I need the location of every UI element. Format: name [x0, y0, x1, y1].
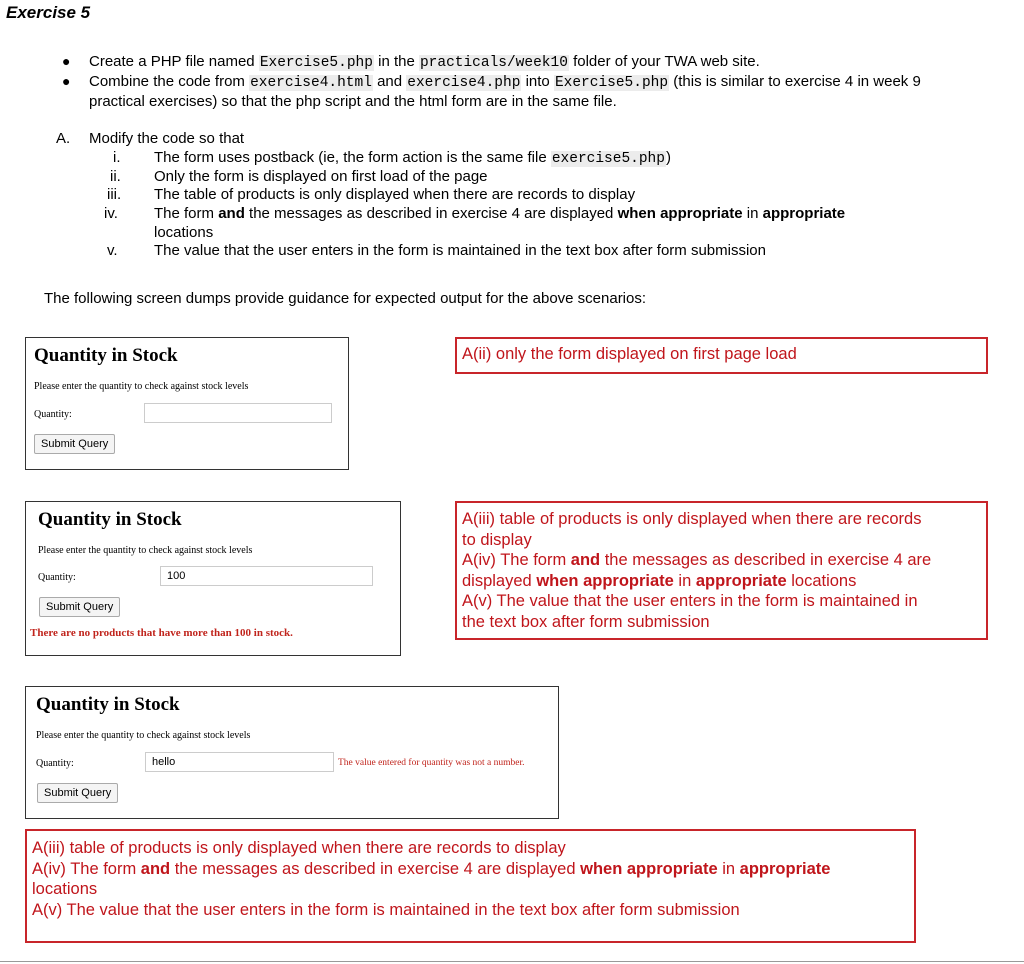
note-first-load	[455, 337, 988, 374]
note-line	[32, 859, 909, 880]
form-hint: Please enter the quantity to check against stock levels	[36, 730, 251, 741]
item-text-part: The form uses postback (ie, the form action is the same file	[154, 149, 551, 166]
bullet-dot: ●	[62, 73, 71, 89]
bullet-dot: ●	[62, 53, 71, 69]
item-text-part: The form	[154, 205, 219, 222]
note-bold: appropriate	[695, 571, 787, 590]
note-text: displayed	[462, 571, 537, 590]
item-number: iv.	[104, 205, 118, 222]
note-line: locations	[32, 880, 98, 899]
bullet-text: (this is similar to exercise 4 in week 9	[669, 73, 921, 90]
form-title: Quantity in Stock	[38, 509, 182, 530]
item-text: The table of products is only displayed when there are records to display	[154, 186, 636, 203]
note-text: A(iv) The form	[462, 551, 571, 570]
screenshot-form-no-products	[25, 501, 401, 656]
note-bold: when appropriate	[580, 859, 718, 878]
code-snippet: Exercise5.php	[554, 75, 669, 91]
quantity-label: Quantity:	[34, 409, 72, 420]
page-title: Exercise 5	[6, 3, 91, 22]
note-conditions-1	[455, 501, 988, 640]
bullet-item	[89, 52, 760, 73]
note-text: the messages as described in exercise 4 are displayed	[170, 859, 581, 878]
bullet-item-continued	[89, 92, 617, 111]
note-bold: and	[570, 551, 601, 570]
item-text: The value that the user enters in the form is maintained in the text box after form submission	[154, 242, 766, 259]
section-intro: Modify the code so that	[89, 130, 245, 147]
quantity-label: Quantity:	[36, 758, 74, 769]
form-title: Quantity in Stock	[36, 694, 180, 715]
item-text-bold: appropriate	[762, 205, 846, 222]
form-hint: Please enter the quantity to check against stock levels	[38, 545, 253, 556]
item-text-part: the messages as described in exercise 4 are displayed	[244, 205, 618, 222]
quantity-input[interactable]	[144, 403, 332, 423]
note-text: locations	[786, 571, 857, 590]
note-line	[462, 571, 981, 592]
note-bold: and	[140, 859, 171, 878]
not-number-message: The value entered for quantity was not a number.	[338, 758, 525, 768]
item-number: i.	[113, 149, 121, 166]
no-products-message: There are no products that have more than 100 in stock.	[30, 627, 293, 639]
item-text-bold: and	[218, 205, 245, 222]
note-line	[462, 550, 981, 571]
item-text: Only the form is displayed on first load of the page	[154, 168, 488, 185]
code-snippet: practicals/week10	[419, 55, 568, 71]
code-snippet: exercise5.php	[551, 151, 665, 167]
item-text-continued: locations	[154, 224, 214, 241]
item-number: v.	[107, 242, 118, 259]
bullet-item	[89, 72, 921, 93]
item-text	[154, 204, 845, 223]
quantity-input[interactable]: hello	[145, 752, 334, 772]
form-title: Quantity in Stock	[34, 345, 178, 366]
bullet-text: folder of your TWA web site.	[568, 53, 760, 70]
note-text: in	[717, 859, 740, 878]
note-bold: when appropriate	[536, 571, 674, 590]
bullet-text: in the	[373, 53, 419, 70]
note-conditions-2	[25, 829, 916, 943]
guidance-text: The following screen dumps provide guidance for expected output for the above scenarios:	[44, 290, 647, 307]
screenshot-form-not-number	[25, 686, 559, 819]
note-text: A(iv) The form	[32, 859, 141, 878]
note-bold: appropriate	[739, 859, 831, 878]
item-number: iii.	[107, 186, 122, 203]
quantity-label: Quantity:	[38, 572, 76, 583]
note-line: to display	[462, 530, 532, 549]
note-text: the messages as described in exercise 4 are	[600, 551, 932, 570]
note-line: the text box after form submission	[462, 612, 710, 631]
item-text-bold: when appropriate	[617, 205, 743, 222]
bullet-text: Combine the code from	[89, 73, 250, 90]
item-number: ii.	[110, 168, 121, 185]
screenshot-form-initial	[25, 337, 349, 470]
submit-button[interactable]: Submit Query	[34, 434, 115, 454]
bullet-text: Create a PHP file named	[89, 53, 259, 70]
code-snippet: Exercise5.php	[259, 55, 373, 71]
section-letter: A.	[56, 130, 71, 147]
note-line: A(iii) table of products is only displayed when there are records to display	[32, 839, 566, 857]
form-hint: Please enter the quantity to check against stock levels	[34, 381, 249, 392]
submit-button[interactable]: Submit Query	[37, 783, 118, 803]
page-divider	[0, 961, 1024, 962]
item-text-part: in	[742, 205, 763, 222]
quantity-input[interactable]: 100	[160, 566, 373, 586]
note-text: in	[673, 571, 696, 590]
bullet-text: practical exercises) so that the php script and the html form are in the same file.	[89, 93, 617, 110]
note-line: A(v) The value that the user enters in the form is maintained in the text box after form submission	[32, 900, 740, 919]
item-text-part: )	[665, 149, 671, 166]
bullet-text: and	[372, 73, 407, 90]
submit-button[interactable]: Submit Query	[39, 597, 120, 617]
note-line: A(iii) table of products is only displayed when there are records	[462, 510, 922, 528]
bullet-text: into	[521, 73, 554, 90]
item-text	[154, 148, 671, 169]
code-snippet: exercise4.html	[250, 75, 372, 91]
note-line: A(v) The value that the user enters in the form is maintained in	[462, 592, 918, 611]
note-text: A(ii) only the form displayed on first page load	[462, 345, 797, 363]
code-snippet: exercise4.php	[407, 75, 521, 91]
